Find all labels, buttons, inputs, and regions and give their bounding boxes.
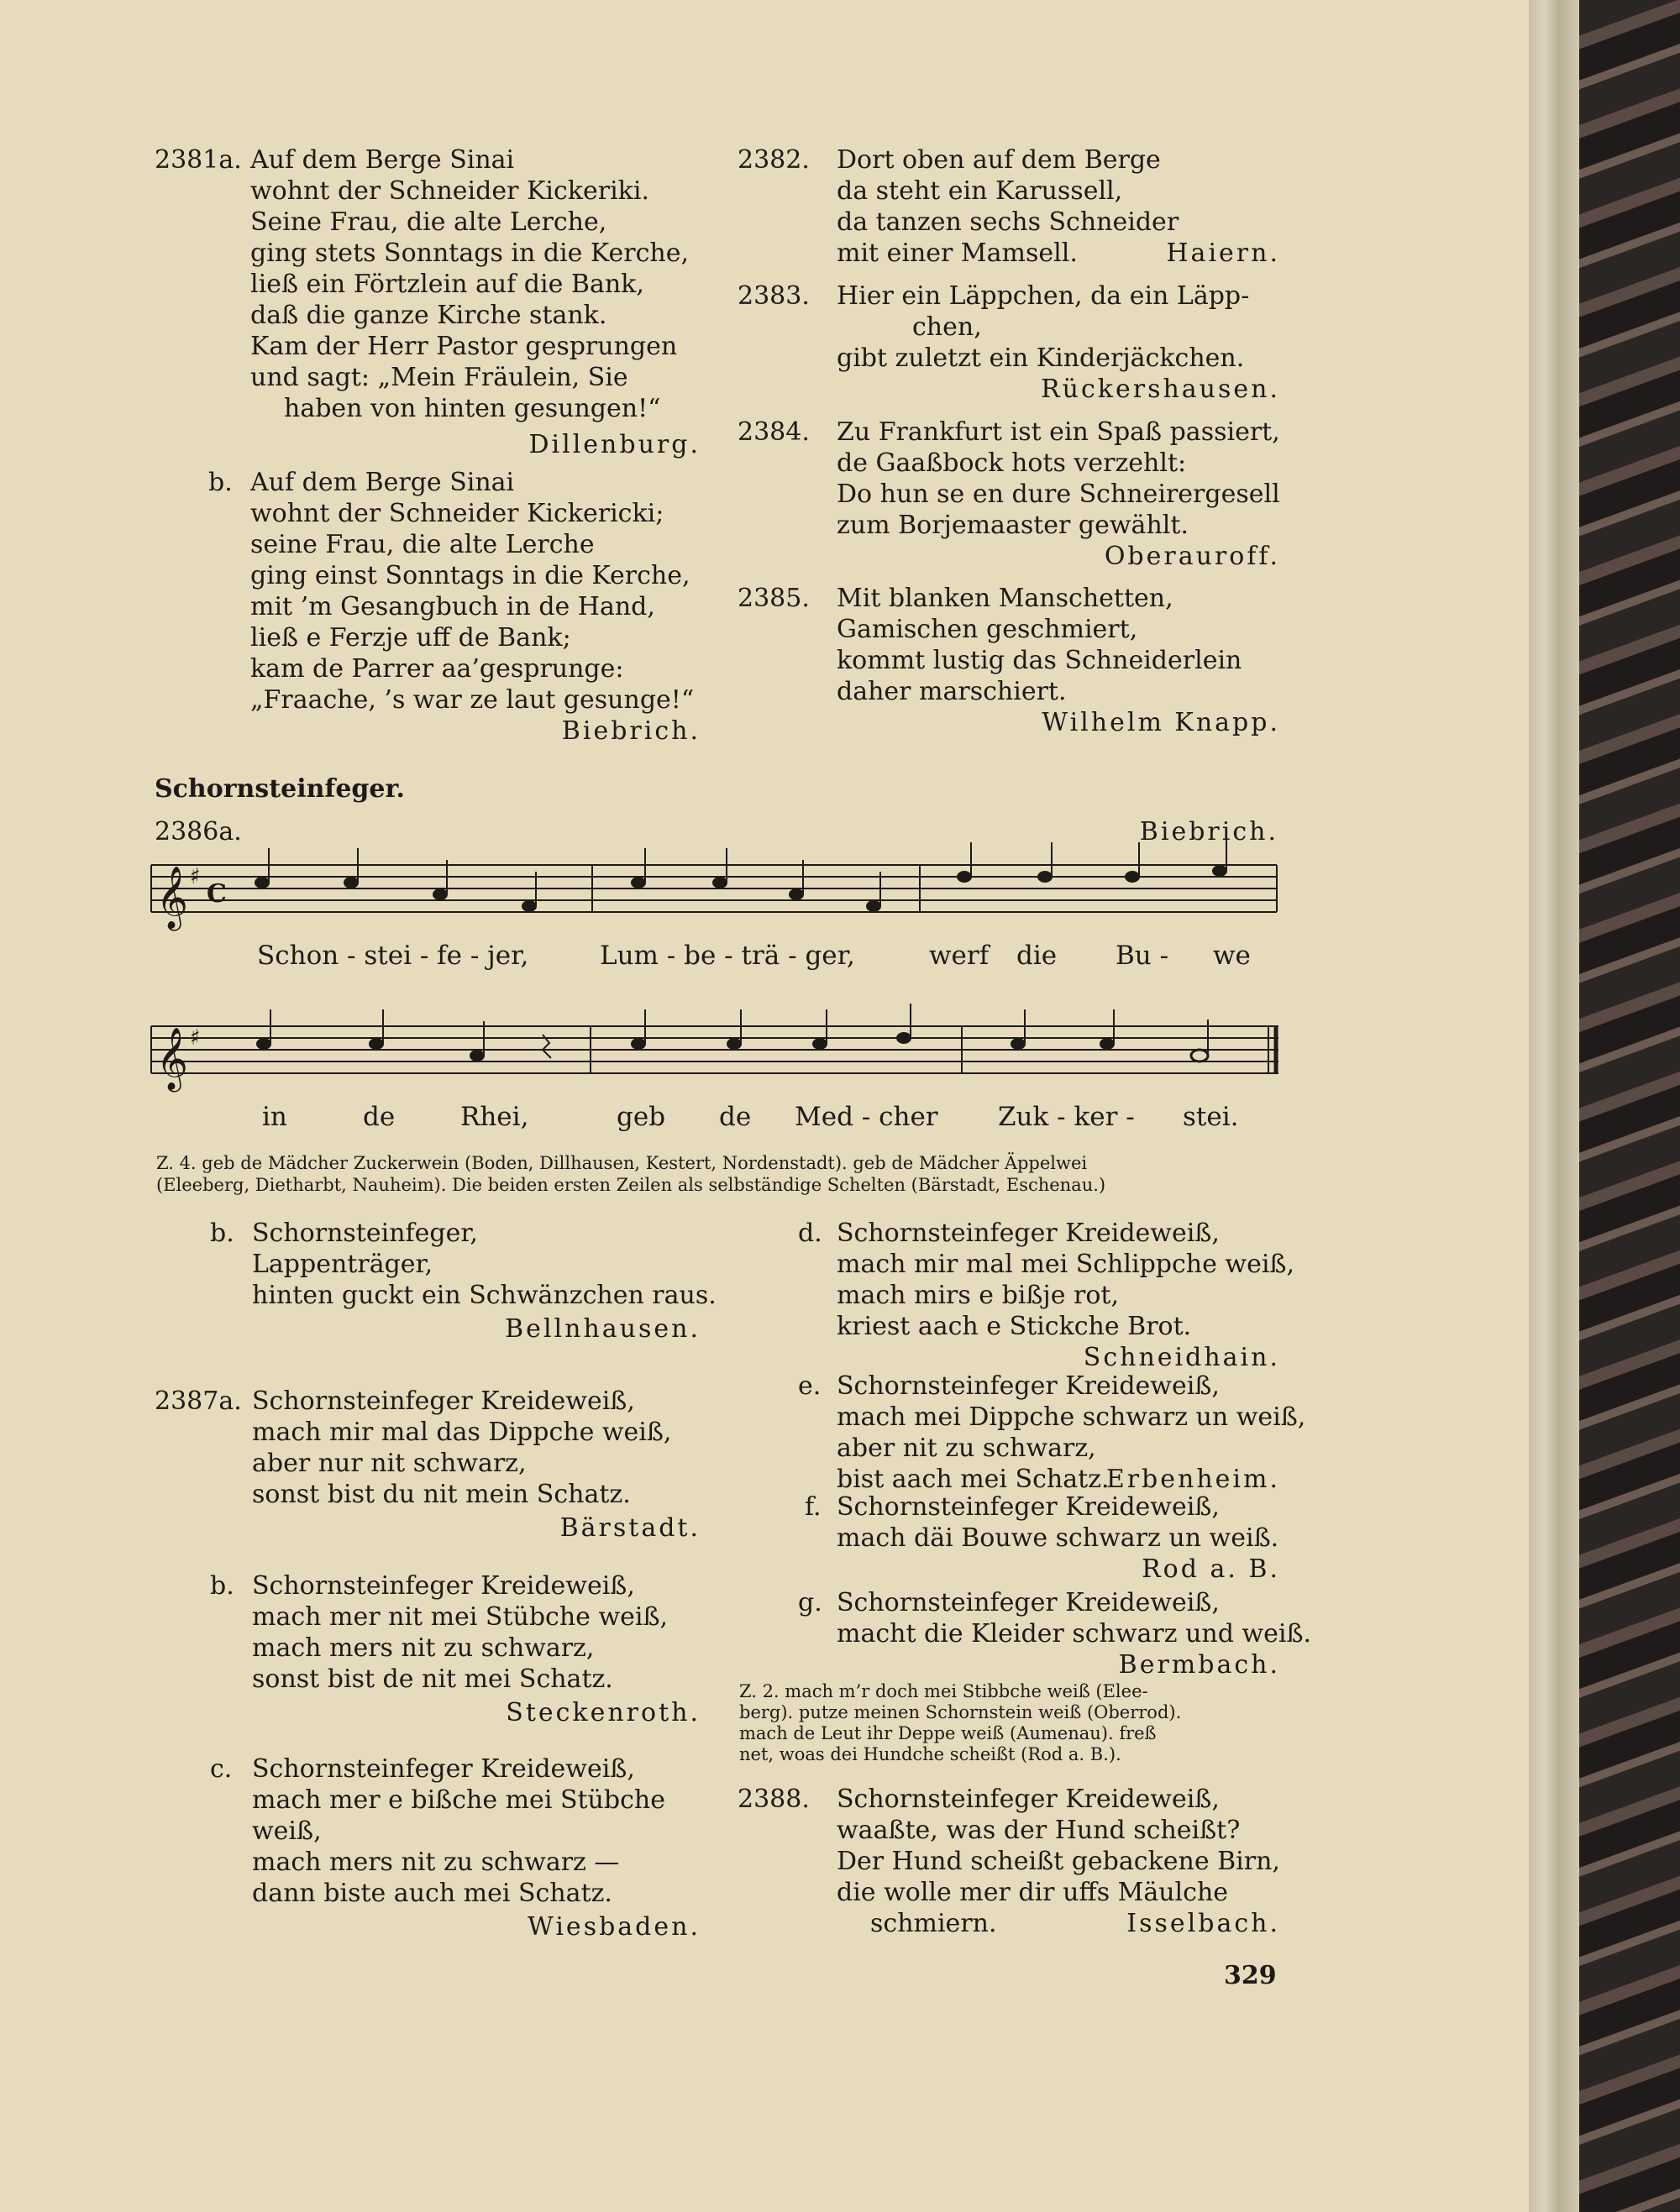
- book-cover: [1579, 0, 1680, 2212]
- lyric-syllable: werf: [929, 941, 990, 971]
- entry-number: b.: [210, 1219, 234, 1248]
- source-place: Rod a. B.: [1142, 1554, 1280, 1584]
- verse-line: mach mir mal das Dippche weiß,: [252, 1418, 672, 1447]
- lyric-syllable: we: [1213, 941, 1251, 971]
- footnote-line: Z. 4. geb de Mädcher Zuckerwein (Boden, Dillhausen, Kestert, Nordenstadt). geb de Mädcher Äppelwei: [156, 1153, 1088, 1173]
- entry-number: 2385.: [738, 584, 810, 613]
- verse-line: chen,: [912, 312, 982, 342]
- verse-line: macht die Kleider schwarz und weiß.: [837, 1619, 1312, 1649]
- section-heading: Schornsteinfeger.: [155, 774, 405, 804]
- entry-number: c.: [210, 1754, 233, 1784]
- verse-line: Lappenträger,: [252, 1250, 433, 1279]
- entry-number: g.: [798, 1588, 822, 1617]
- verse-line: kommt lustig das Schneiderlein: [837, 646, 1242, 675]
- footnote-line: (Eleeberg, Dietharbt, Nauheim). Die beiden ersten Zeilen als selbständige Schelten (Bärstadt, Eschenau.): [156, 1175, 1106, 1195]
- verse-line: haben von hinten gesungen!“: [284, 394, 661, 423]
- footnote-line: net, woas dei Hundche scheißt (Rod a. B.).: [739, 1744, 1121, 1764]
- lyric-syllable: Lum - be - trä - ger,: [600, 941, 855, 971]
- staff-system-1: [151, 865, 1277, 912]
- verse-line: Do hun se en dure Schneirergesell: [837, 480, 1280, 509]
- verse-line: zum Borjemaaster gewählt.: [837, 511, 1189, 540]
- verse-line: ging stets Sonntags in die Kerche,: [250, 238, 690, 268]
- verse-line: Schornsteinfeger,: [252, 1219, 478, 1248]
- verse-line: de Gaaßbock hots verzehlt:: [837, 448, 1187, 478]
- verse-line: ließ ein Förtzlein auf die Bank,: [250, 270, 644, 299]
- verse-line: Mit blanken Manschetten,: [837, 584, 1173, 613]
- verse-line: seine Frau, die alte Lerche: [250, 530, 595, 559]
- lyric-syllable: de: [719, 1102, 752, 1132]
- verse-line: wohnt der Schneider Kickericki;: [250, 499, 664, 528]
- lyric-syllable: geb: [617, 1102, 666, 1132]
- verse-line: gibt zuletzt ein Kinderjäckchen.: [837, 343, 1245, 373]
- source-place: Bellnhausen.: [505, 1314, 701, 1344]
- verse-line: mach mer nit mei Stübche weiß,: [252, 1602, 669, 1632]
- verse-line: Schornsteinfeger Kreideweiß,: [837, 1219, 1220, 1248]
- verse-line: Zu Frankfurt ist ein Spaß passiert,: [837, 417, 1280, 447]
- lyric-syllable: stei.: [1183, 1102, 1239, 1132]
- source-place: Isselbach.: [1126, 1909, 1280, 1938]
- verse-line: hinten guckt ein Schwänzchen raus.: [252, 1281, 717, 1310]
- clefs: [156, 864, 227, 1093]
- verse-line: Schornsteinfeger Kreideweiß,: [837, 1371, 1220, 1401]
- verse-line: „Fraache, ’s war ze laut gesunge!“: [250, 685, 695, 715]
- verse-line: mach däi Bouwe schwarz un weiß.: [837, 1523, 1279, 1553]
- footnote-2387: [739, 1681, 1181, 1765]
- verse-line: Schornsteinfeger Kreideweiß,: [837, 1588, 1220, 1617]
- source-place: Haiern.: [1166, 238, 1280, 268]
- lyric-syllable: Zuk - ker -: [998, 1102, 1135, 1132]
- verse-line: mach mers nit zu schwarz,: [252, 1633, 595, 1663]
- verse-line: sonst bist de nit mei Schatz.: [252, 1664, 613, 1694]
- lyric-syllable: Bu -: [1116, 941, 1169, 971]
- entry-number: 2388.: [738, 1785, 810, 1814]
- common-time-icon: C: [207, 879, 227, 909]
- entry-number: 2387a.: [155, 1386, 242, 1416]
- entry-number: 2383.: [738, 281, 810, 311]
- verse-line: Der Hund scheißt gebackene Birn,: [837, 1847, 1280, 1876]
- verse-line: da tanzen sechs Schneider: [837, 207, 1179, 237]
- verse-line: Schornsteinfeger Kreideweiß,: [252, 1754, 635, 1784]
- lyric-syllable: de: [363, 1102, 396, 1132]
- entry-number: 2384.: [738, 417, 810, 447]
- footnote-2386: [156, 1152, 1105, 1196]
- verse-line: kriest aach e Stickche Brot.: [837, 1312, 1192, 1341]
- sharp-icon: ♯: [190, 864, 201, 889]
- verse-line: Schornsteinfeger Kreideweiß,: [252, 1386, 635, 1416]
- sharp-icon: ♯: [190, 1025, 201, 1051]
- verse-line: Schornsteinfeger Kreideweiß,: [252, 1571, 635, 1601]
- entry-number: 2381a.: [155, 145, 242, 175]
- staff-system-2: [151, 1026, 1278, 1073]
- verse-line: mach mir mal mei Schlippche weiß,: [837, 1250, 1294, 1279]
- verse-line: daher marschiert.: [837, 677, 1067, 706]
- verse-line: dann biste auch mei Schatz.: [252, 1879, 612, 1908]
- verse-line: Schornsteinfeger Kreideweiß,: [837, 1785, 1220, 1814]
- verse-line: schmiern.: [870, 1909, 997, 1938]
- source-place: Erbenheim.: [1105, 1465, 1280, 1494]
- page-edges: [1529, 0, 1579, 2212]
- verse-line: aber nur nit schwarz,: [252, 1449, 527, 1478]
- verse-line: Seine Frau, die alte Lerche,: [250, 207, 607, 237]
- notes-line-1: [255, 836, 1226, 911]
- verse-line: Hier ein Läppchen, da ein Läpp-: [837, 281, 1250, 311]
- verse-line: bist aach mei Schatz.: [837, 1465, 1110, 1494]
- verse-line: die wolle mer dir uffs Mäulche: [837, 1878, 1229, 1907]
- verse-line: mach mei Dippche schwarz un weiß,: [837, 1402, 1306, 1432]
- entry-number: 2382.: [738, 145, 810, 175]
- verse-line: Dort oben auf dem Berge: [837, 145, 1161, 175]
- source-place: Schneidhain.: [1083, 1343, 1280, 1372]
- treble-clef-icon: 𝄞: [156, 867, 188, 929]
- verse-line: sonst bist du nit mein Schatz.: [252, 1480, 631, 1509]
- lyric-syllable: Rhei,: [460, 1102, 529, 1132]
- entry-number: b.: [208, 468, 233, 497]
- verse-line: wohnt der Schneider Kickeriki.: [250, 176, 649, 206]
- verse-line: mach mirs e bißje rot,: [837, 1281, 1120, 1310]
- verse-line: aber nit zu schwarz,: [837, 1434, 1096, 1463]
- verse-line: mach mer e bißche mei Stübche: [252, 1785, 665, 1815]
- page-number: 329: [1224, 1961, 1277, 1990]
- verse-line: daß die ganze Kirche stank.: [250, 301, 607, 330]
- source-place: Bärstadt.: [559, 1513, 701, 1543]
- song-source: Biebrich.: [1139, 817, 1278, 847]
- source-place: Biebrich.: [561, 716, 701, 746]
- entry-number: f.: [805, 1492, 822, 1522]
- source-place: Wiesbaden.: [528, 1912, 701, 1942]
- verse-line: weiß,: [252, 1816, 322, 1846]
- footnote-line: mach de Leut ihr Deppe weiß (Aumenau). freß: [739, 1723, 1157, 1743]
- verse-line: mach mers nit zu schwarz —: [252, 1848, 620, 1877]
- song-number: 2386a.: [155, 817, 242, 847]
- notes-line-2: [257, 1004, 1208, 1061]
- source-place: Rückershausen.: [1041, 375, 1280, 404]
- verse-line: und sagt: „Mein Fräulein, Sie: [250, 363, 628, 392]
- verse-line: ließ e Ferzje uff de Bank;: [250, 623, 571, 653]
- verse-line: da steht ein Karussell,: [837, 176, 1123, 206]
- verse-line: kam de Parrer aa’gesprunge:: [250, 654, 624, 684]
- treble-clef-icon: 𝄞: [156, 1028, 188, 1090]
- verse-line: Auf dem Berge Sinai: [250, 468, 515, 497]
- source-place: Oberauroff.: [1104, 542, 1280, 571]
- verse-line: Auf dem Berge Sinai: [250, 145, 515, 175]
- source-place: Steckenroth.: [506, 1698, 701, 1727]
- footnote-line: Z. 2. mach m’r doch mei Stibbche weiß (Elee-: [739, 1681, 1148, 1701]
- footnote-line: berg). putze meinen Schornstein weiß (Oberrod).: [739, 1702, 1182, 1722]
- source-place: Dillenburg.: [528, 430, 701, 459]
- verse-line: Schornsteinfeger Kreideweiß,: [837, 1492, 1220, 1522]
- lyric-syllable: die: [1016, 941, 1058, 971]
- verse-line: waaßte, was der Hund scheißt?: [837, 1816, 1241, 1845]
- entry-number: b.: [210, 1571, 234, 1601]
- source-place: Wilhelm Knapp.: [1042, 708, 1280, 737]
- verse-line: mit einer Mamsell.: [837, 238, 1078, 268]
- lyric-syllable: in: [262, 1102, 287, 1132]
- lyric-syllable: Schon - stei - fe - jer,: [257, 941, 529, 971]
- entry-number: e.: [798, 1371, 822, 1401]
- rest-icon: [543, 1035, 551, 1058]
- verse-line: Gamischen geschmiert,: [837, 615, 1138, 644]
- verse-line: ging einst Sonntags in die Kerche,: [250, 561, 690, 590]
- verse-line: mit ’m Gesangbuch in de Hand,: [250, 592, 655, 621]
- lyric-syllable: Med - cher: [795, 1102, 938, 1132]
- source-place: Bermbach.: [1118, 1650, 1280, 1680]
- verse-line: Kam der Herr Pastor gesprungen: [250, 332, 678, 361]
- entry-number: d.: [798, 1219, 822, 1248]
